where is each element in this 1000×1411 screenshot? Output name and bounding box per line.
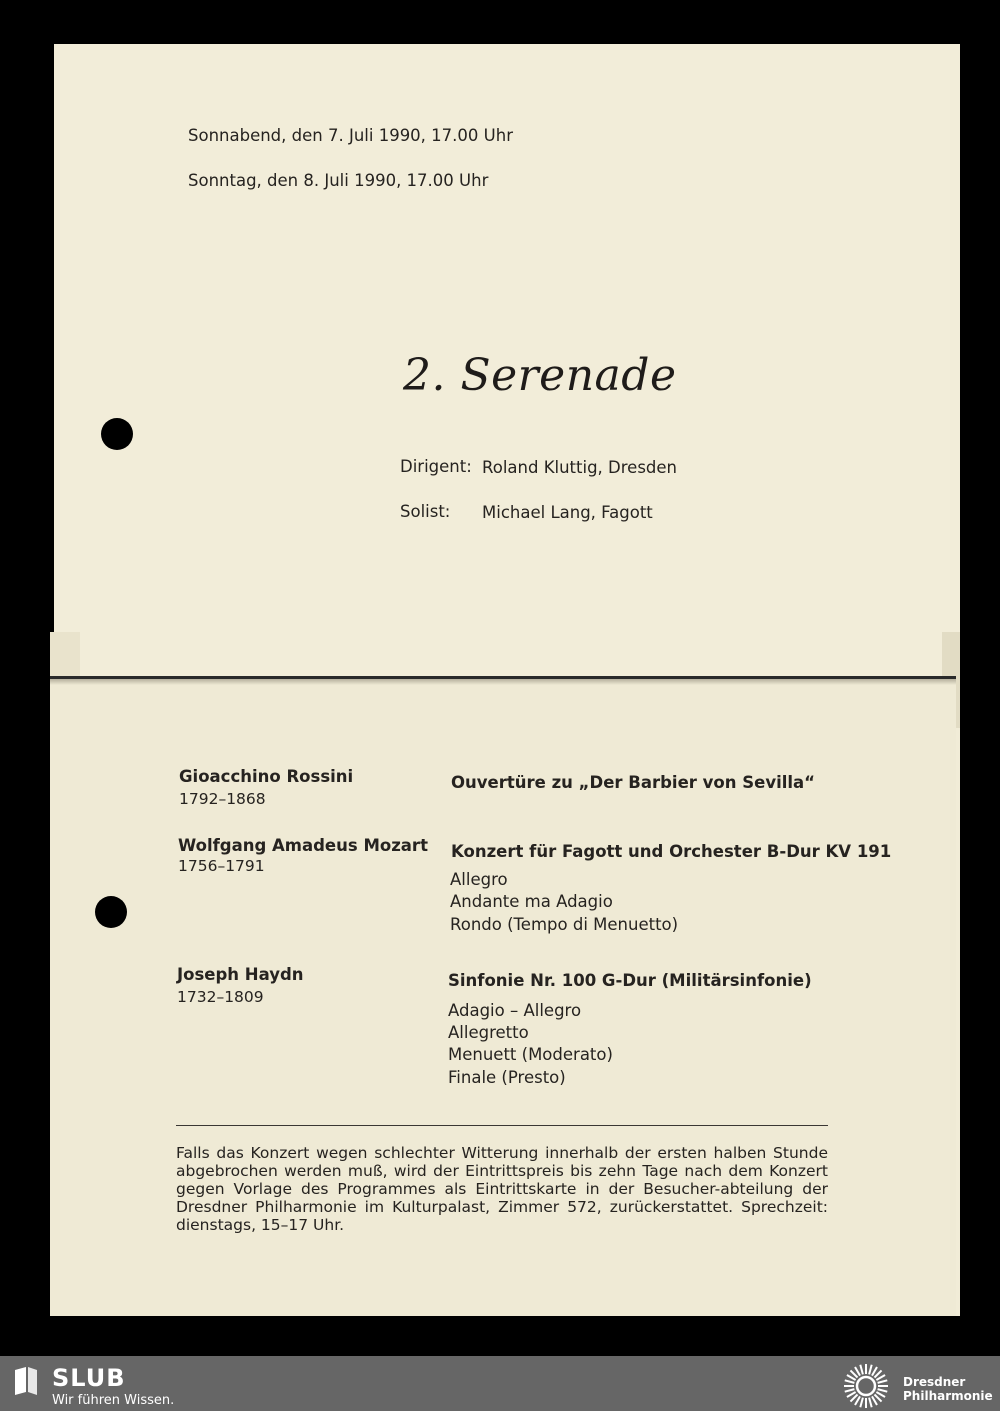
sunburst-ray [874,1394,881,1401]
work-title-mozart: Konzert für Fagott und Orchester B-Dur KV 191 [451,842,892,861]
notice-separator [176,1125,828,1126]
soloist-label: Solist: [400,502,451,521]
movement-mozart-3: Rondo (Tempo di Menuetto) [450,915,679,934]
composer-haydn: Joseph Haydn [177,965,304,984]
date-saturday: Sonnabend, den 7. Juli 1990, 17.00 Uhr [188,126,513,145]
conductor-label: Dirigent: [400,457,472,476]
sunburst-ray [878,1389,888,1392]
philharmonie-sunburst-icon[interactable] [842,1362,890,1410]
sunburst-ray [847,1375,856,1380]
years-haydn: 1732–1809 [177,988,264,1006]
movement-mozart-1: Allegro [450,870,508,889]
work-title-rossini: Ouvertüre zu „Der Barbier von Sevilla“ [451,773,816,792]
sunburst-ray [860,1398,863,1408]
composer-rossini: Gioacchino Rossini [179,767,354,786]
sunburst-ray [872,1367,877,1376]
sunburst-ray [860,1365,863,1375]
punch-hole-top [101,418,133,450]
sunburst-ray [845,1380,855,1383]
sunburst-ray [855,1396,860,1405]
library-name[interactable]: SLUB [52,1364,126,1392]
work-title-haydn: Sinfonie Nr. 100 G-Dur (Militärsinfonie) [448,971,812,990]
sunburst-ray [869,1365,872,1375]
partner-name[interactable] [903,1375,993,1403]
slub-book-icon [13,1366,39,1396]
composer-mozart: Wolfgang Amadeus Mozart [178,836,428,855]
movement-mozart-2: Andante ma Adagio [450,892,613,911]
punch-hole-bottom [95,896,127,928]
years-rossini: 1792–1868 [179,790,266,808]
conductor-name: Roland Kluttig, Dresden [482,458,677,477]
sunburst-ray [845,1389,855,1392]
fold-shadow [50,679,956,685]
date-sunday: Sonntag, den 8. Juli 1990, 17.00 Uhr [188,171,489,190]
sunburst-ray [874,1370,881,1377]
sunburst-ray [847,1392,856,1397]
movement-haydn-2: Allegretto [448,1023,529,1042]
years-mozart: 1756–1791 [178,857,265,875]
library-slogan: Wir führen Wissen. [52,1393,175,1408]
sunburst-ray [872,1396,877,1405]
program-title: 2. Serenade [403,350,677,401]
sunburst-ray [850,1394,857,1401]
movement-haydn-1: Adagio – Allegro [448,1001,582,1020]
sunburst-ray [876,1392,885,1397]
sunburst-ray [876,1375,885,1380]
partner-name-line2: Philharmonie [903,1389,993,1403]
paper-edge-left [50,632,80,678]
partner-name-line1: Dresdner [903,1375,966,1389]
sunburst-ray [869,1398,872,1408]
sunburst-ray [878,1380,888,1383]
movement-haydn-3: Menuett (Moderato) [448,1045,613,1064]
soloist-name: Michael Lang, Fagott [482,503,653,522]
weather-notice: Falls das Konzert wegen schlechter Witterung innerhalb der ersten halben Stunde abgebrochen werden muß, wird der Eintrittspreis bis zehn Tage nach dem Konzert gegen Vorlage des Programmes als Eintrittskarte in der Besucher-abteilung der Dresdner Philharmonie im Kulturpalast, Zimmer 572, zurückerstattet. Sprechzeit: dienstags, 15–17 Uhr. [176,1144,828,1234]
sunburst-ray [855,1367,860,1376]
movement-haydn-4: Finale (Presto) [448,1068,566,1087]
sunburst-ray [850,1370,857,1377]
